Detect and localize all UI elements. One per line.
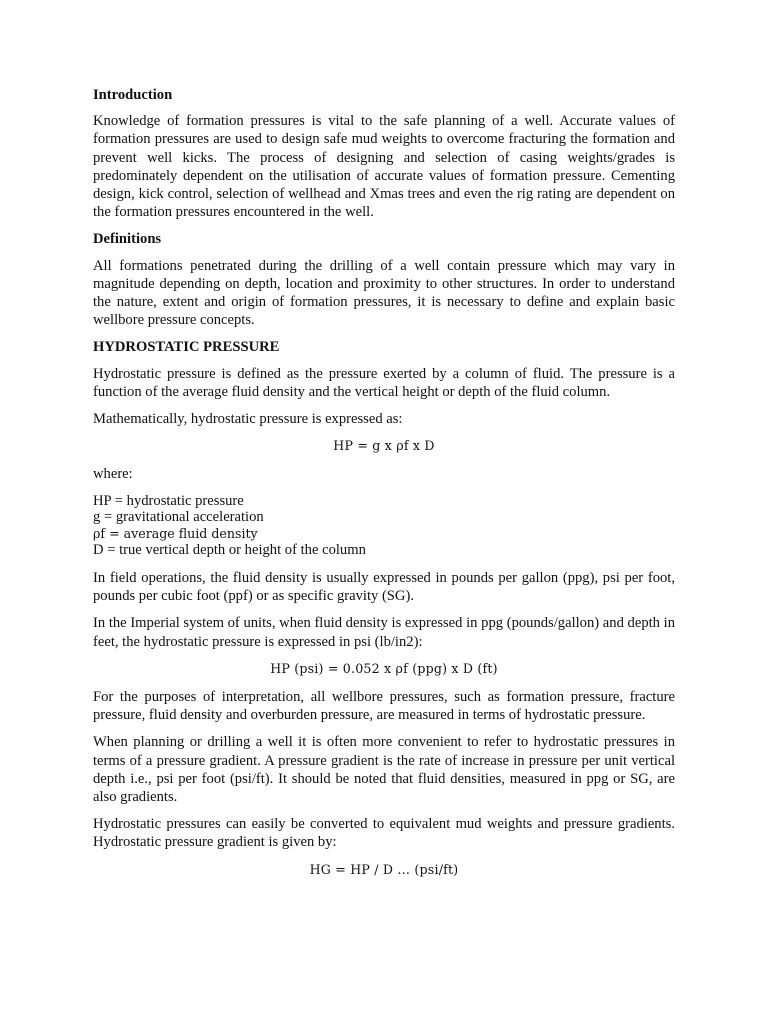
definition-hp: HP = hydrostatic pressure [93, 492, 244, 509]
variable-definitions [93, 493, 675, 559]
document-page [93, 86, 675, 889]
conversion-paragraph: Hydrostatic pressures can easily be converted to equivalent mud weights and pressure gradients. Hydrostatic pressure gradient is given by: [93, 816, 675, 851]
hydrostatic-paragraph: Hydrostatic pressure is defined as the pressure exerted by a column of fluid. The pressure is a function of the average fluid density and the vertical height or depth of the fluid column. [93, 365, 675, 400]
definitions-heading: Definitions [93, 231, 162, 248]
definition-rho: ρf = average fluid density [93, 525, 258, 541]
definition-d: D = true vertical depth or height of the column [93, 542, 366, 559]
equation-hydrostatic: HP = g x ρf x D [333, 438, 435, 454]
definition-g: g = gravitational acceleration [93, 509, 264, 526]
equation-imperial: HP (psi) = 0.052 x ρf (ppg) x D (ft) [270, 660, 498, 676]
intro-paragraph: Knowledge of formation pressures is vital to the safe planning of a well. Accurate values of formation pressures are used to design safe mud weights to overcome fracturing the formation and prevent well kicks. The process of designing and selection of casing weights/grades is predominately dependent on the utilisation of accurate values of formation pressure. Cementing design, kick control, selection of wellhead and Xmas trees and even the rig rating are dependent on the formation pressures encountered in the well. [93, 113, 675, 221]
gradient-paragraph: When planning or drilling a well it is often more convenient to refer to hydrostatic pressures in terms of a pressure gradient. A pressure gradient is the rate of increase in pressure per unit vertical depth i.e., psi per foot (psi/ft). It should be noted that fluid densities, measured in ppg or SG, are also gradients. [93, 734, 675, 806]
interpretation-paragraph: For the purposes of interpretation, all wellbore pressures, such as formation pressure, fracture pressure, fluid density and overburden pressure, are measured in terms of hydrostatic pressure. [93, 689, 675, 724]
definitions-paragraph: All formations penetrated during the drilling of a well contain pressure which may vary in magnitude depending on depth, location and proximity to other structures. In order to understand the nature, extent and origin of formation pressures, it is necessary to define and explain basic wellbore pressure concepts. [93, 257, 675, 329]
hydrostatic-heading: HYDROSTATIC PRESSURE [93, 339, 280, 356]
field-ops-paragraph: In field operations, the fluid density is usually expressed in pounds per gallon (ppg), psi per foot, pounds per cubic foot (ppf) or as specific gravity (SG). [93, 570, 675, 605]
equation-gradient: HG = HP / D … (psi/ft) [309, 861, 459, 877]
intro-heading: Introduction [93, 87, 173, 103]
where-label: where: [93, 466, 133, 483]
imperial-paragraph: In the Imperial system of units, when fluid density is expressed in ppg (pounds/gallon) and depth in feet, the hydrostatic pressure is expressed in psi (lb/in2): [93, 615, 675, 650]
math-intro: Mathematically, hydrostatic pressure is expressed as: [93, 411, 403, 428]
